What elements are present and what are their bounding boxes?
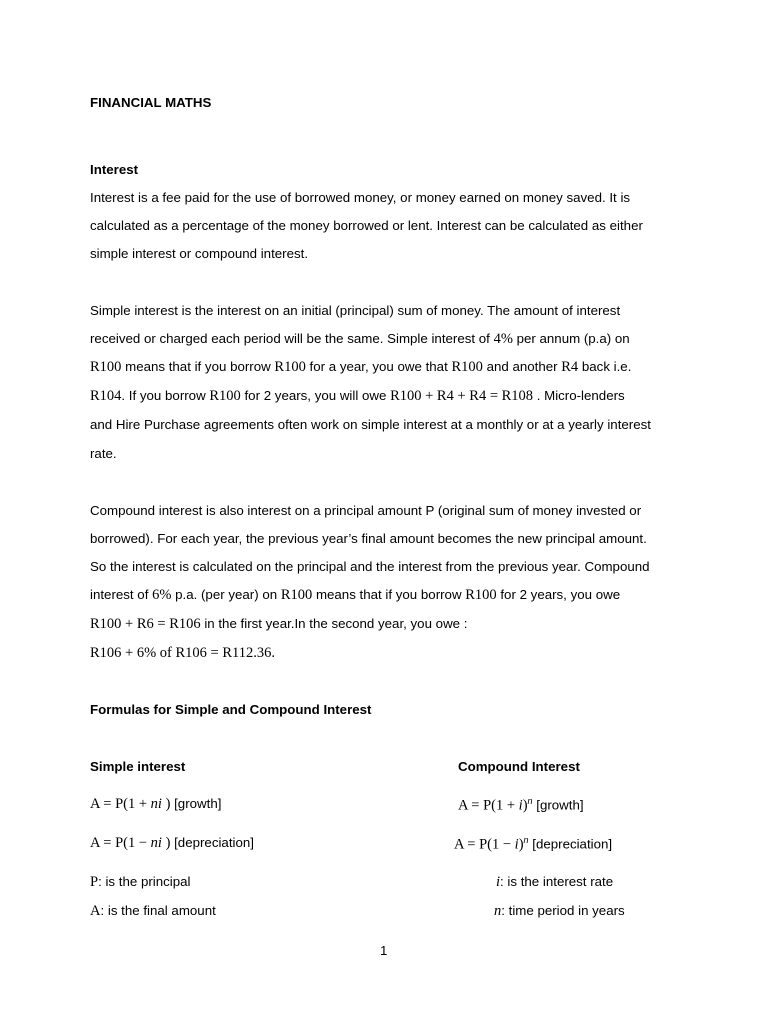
simple-para-line-6: rate. bbox=[90, 446, 117, 461]
definition-final-amount: A: is the final amount bbox=[90, 903, 216, 919]
simple-para-line-2: received or charged each period will be the same. Simple interest of 4% per annum (p.a) on bbox=[90, 331, 630, 347]
definition-time-period: n: time period in years bbox=[494, 903, 625, 919]
compound-para-line-2: borrowed). For each year, the previous year’s final amount becomes the new principal amount. bbox=[90, 531, 647, 546]
interest-para-line-1: Interest is a fee paid for the use of borrowed money, or money earned on money saved. It is bbox=[90, 190, 631, 205]
compound-para-line-4: interest of 6% p.a. (per year) on R100 means that if you borrow R100 for 2 years, you owe bbox=[90, 587, 621, 603]
compound-para-line-3: So the interest is calculated on the principal and the interest from the previous year. Compound bbox=[90, 559, 650, 574]
definition-principal: P: is the principal bbox=[90, 874, 191, 890]
simple-para-line-5: and Hire Purchase agreements often work on simple interest at a monthly or at a yearly interest bbox=[90, 417, 651, 432]
simple-para-line-1: Simple interest is the interest on an initial (principal) sum of money. The amount of interest bbox=[90, 303, 621, 318]
simple-growth-formula: A = P(1 + ni ) [growth] bbox=[90, 796, 222, 812]
formulas-heading: Formulas for Simple and Compound Interest bbox=[90, 702, 372, 717]
compound-depreciation-formula: $A = P(1 - i)^n$ [depreciation] bbox=[454, 835, 613, 853]
document-title: FINANCIAL MATHS bbox=[90, 95, 212, 110]
compound-para-line-1: Compound interest is also interest on a principal amount P (original sum of money invested or bbox=[90, 503, 642, 518]
interest-para-line-3: simple interest or compound interest. bbox=[90, 246, 309, 261]
simple-para-line-4: R104. If you borrow R100 for 2 years, you will owe R100 + R4 + R4 = R108 . Micro-lenders bbox=[90, 388, 625, 404]
compound-para-line-6: R106 + 6% of R106 = R112.36. bbox=[90, 645, 275, 661]
simple-para-line-3: R100 means that if you borrow R100 for a year, you owe that R100 and another R4 back i.e. bbox=[90, 359, 632, 375]
definition-interest-rate: i: is the interest rate bbox=[496, 874, 614, 890]
simple-depreciation-formula: A = P(1 − ni ) [depreciation] bbox=[90, 835, 254, 851]
compound-interest-heading: Compound Interest bbox=[458, 759, 580, 774]
compound-para-line-5: R100 + R6 = R106 in the first year.In the second year, you owe : bbox=[90, 616, 468, 632]
interest-para-line-2: calculated as a percentage of the money borrowed or lent. Interest can be calculated as either bbox=[90, 218, 643, 233]
interest-heading: Interest bbox=[90, 162, 139, 177]
simple-interest-heading: Simple interest bbox=[90, 759, 186, 774]
page-number: 1 bbox=[380, 943, 388, 958]
compound-growth-formula: $A = P(1 + i)^n$ [growth] bbox=[458, 796, 584, 814]
